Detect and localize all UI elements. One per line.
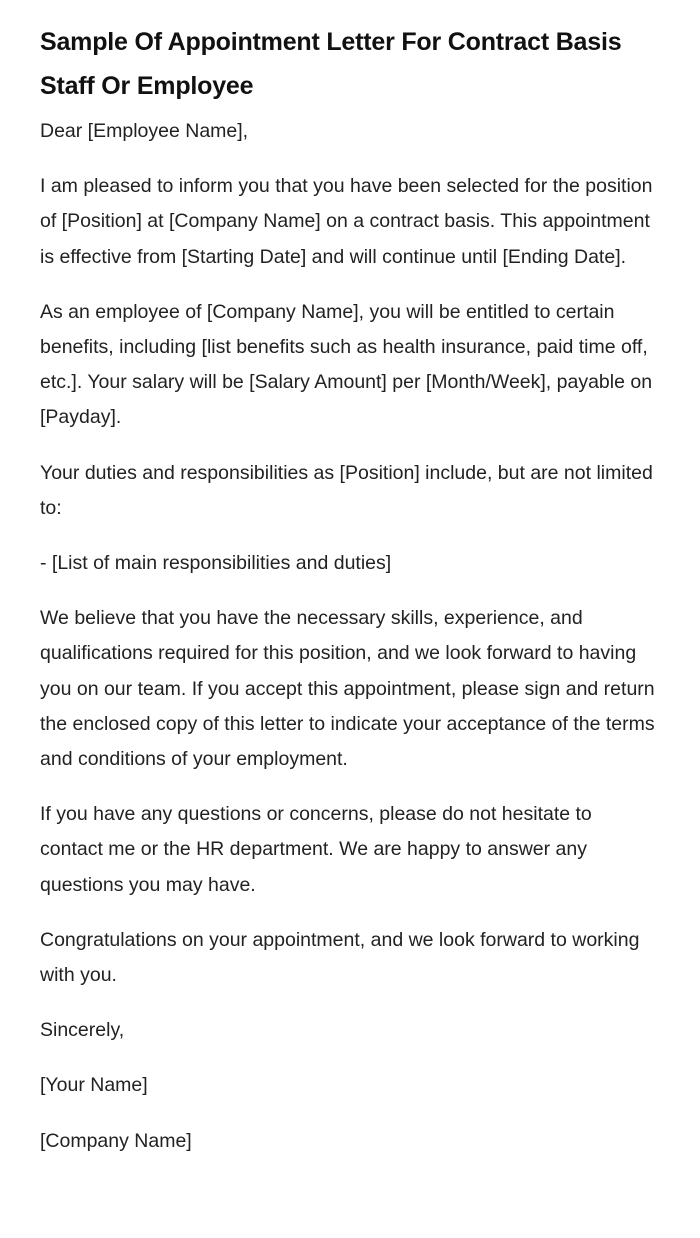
paragraph-duties-list: - [List of main responsibilities and duties] — [40, 552, 392, 575]
paragraph-appointment: I am pleased to inform you that you have been selected for the position of [Position] at [Company Name] on a contract basis. This appointment is effective from [Starting Date] and will continue until [Ending Date]. — [40, 175, 653, 268]
paragraph-congratulations: Congratulations on your appointment, and we look forward to working with you. — [40, 928, 640, 987]
page-title: Sample Of Appointment Letter For Contract Basis Staff Or Employee — [40, 28, 622, 100]
paragraph-duties-intro: Your duties and responsibilities as [Position] include, but are not limited to: — [40, 461, 653, 519]
paragraph-acceptance: We believe that you have the necessary skills, experience, and qualifications required for this position, and we look forward to having you on our team. If you accept this appointment, please sign and return the enclosed copy of this letter to indicate your acceptance of the terms and conditions of your employment. — [40, 607, 655, 771]
paragraph-benefits: As an employee of [Company Name], you will be entitled to certain benefits, including [list benefits such as health insurance, paid time off, etc.]. Your salary will be [Salary Amount] per [Month/Week], payable on [Payday]. — [40, 300, 653, 429]
closing: Sincerely, — [40, 1019, 125, 1042]
signature-name: [Your Name] — [40, 1074, 148, 1097]
signature-company: [Company Name] — [40, 1129, 192, 1152]
salutation: Dear [Employee Name], — [40, 120, 249, 142]
paragraph-questions: If you have any questions or concerns, please do not hesitate to contact me or the HR department. We are happy to answer any questions you may have. — [40, 803, 592, 896]
